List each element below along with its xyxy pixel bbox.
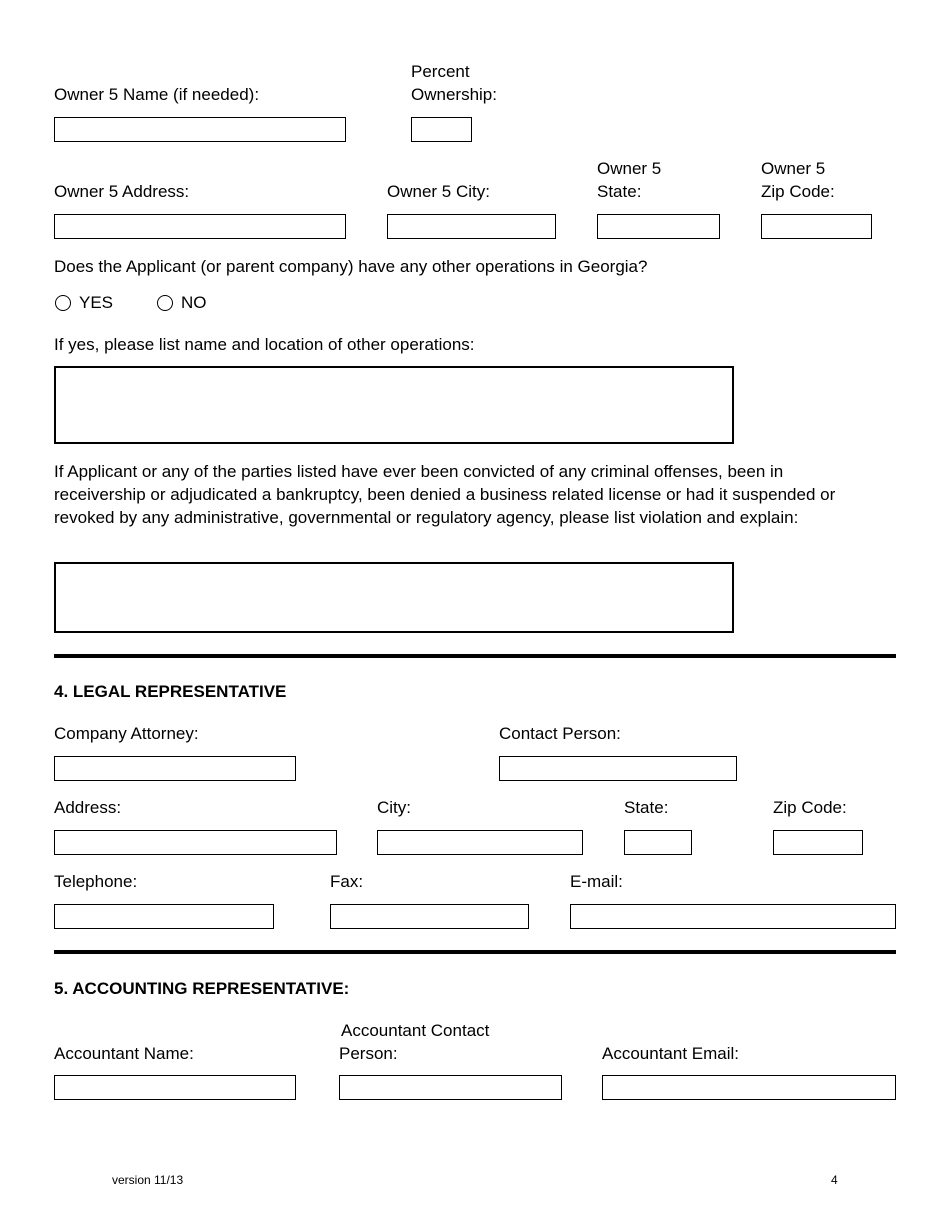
email-label: E-mail: [570,872,623,891]
legal-city-label: City: [377,798,411,817]
percent-ownership-label-line1: Percent [411,62,470,81]
accountant-contact-label-line2: Person: [339,1044,398,1063]
section-divider-2 [54,950,896,954]
page-number: 4 [831,1173,838,1187]
other-operations-textarea[interactable] [54,366,734,444]
owner5-zip-label-line2: Zip Code: [761,182,835,201]
accountant-contact-input[interactable] [339,1075,562,1100]
owner5-state-label-line2: State: [597,182,642,201]
fax-input[interactable] [330,904,529,929]
yes-radio[interactable] [55,291,113,314]
owner5-name-label: Owner 5 Name (if needed): [54,85,260,104]
owner5-name-input[interactable] [54,117,346,142]
contact-person-input[interactable] [499,756,737,781]
other-operations-list-label: If yes, please list name and location of other operations: [54,335,475,354]
telephone-label: Telephone: [54,872,138,891]
violations-paragraph: If Applicant or any of the parties listed have ever been convicted of any criminal offenses, been in receivership or adjudicated a bankruptcy, been denied a business related license or had it suspended or revoked by any administrative, governmental or regulatory agency, please list violation and explain: [54,462,836,527]
legal-zip-label: Zip Code: [773,798,847,817]
accountant-email-label: Accountant Email: [602,1044,740,1063]
owner5-address-input[interactable] [54,214,346,239]
accountant-name-label: Accountant Name: [54,1044,194,1063]
owner5-city-label: Owner 5 City: [387,182,490,201]
legal-state-label: State: [624,798,669,817]
accountant-email-input[interactable] [602,1075,896,1100]
percent-ownership-label-line2: Ownership: [411,85,497,104]
fax-label: Fax: [330,872,364,891]
no-radio-circle-icon[interactable] [157,295,173,311]
owner5-address-label: Owner 5 Address: [54,182,190,201]
accounting-representative-heading: 5. ACCOUNTING REPRESENTATIVE: [54,979,350,998]
legal-address-input[interactable] [54,830,337,855]
other-operations-question: Does the Applicant (or parent company) have any other operations in Georgia? [54,257,648,276]
yes-radio-label: YES [79,293,114,312]
telephone-input[interactable] [54,904,274,929]
owner5-zip-label-line1: Owner 5 [761,159,826,178]
percent-ownership-input[interactable] [411,117,472,142]
owner5-zip-input[interactable] [761,214,872,239]
owner5-state-label-line1: Owner 5 [597,159,662,178]
yes-radio-circle-icon[interactable] [55,295,71,311]
legal-zip-input[interactable] [773,830,863,855]
no-radio[interactable] [157,291,207,314]
email-input[interactable] [570,904,896,929]
violations-textarea[interactable] [54,562,734,633]
section-divider-1 [54,654,896,658]
no-radio-label: NO [181,293,207,312]
version-footer: version 11/13 [112,1173,184,1187]
legal-representative-heading: 4. LEGAL REPRESENTATIVE [54,682,287,701]
accountant-contact-label-line1: Accountant Contact [341,1021,490,1040]
owner5-state-input[interactable] [597,214,720,239]
legal-state-input[interactable] [624,830,692,855]
company-attorney-input[interactable] [54,756,296,781]
legal-city-input[interactable] [377,830,583,855]
legal-address-label: Address: [54,798,122,817]
owner5-city-input[interactable] [387,214,556,239]
contact-person-label: Contact Person: [499,724,621,743]
company-attorney-label: Company Attorney: [54,724,199,743]
accountant-name-input[interactable] [54,1075,296,1100]
